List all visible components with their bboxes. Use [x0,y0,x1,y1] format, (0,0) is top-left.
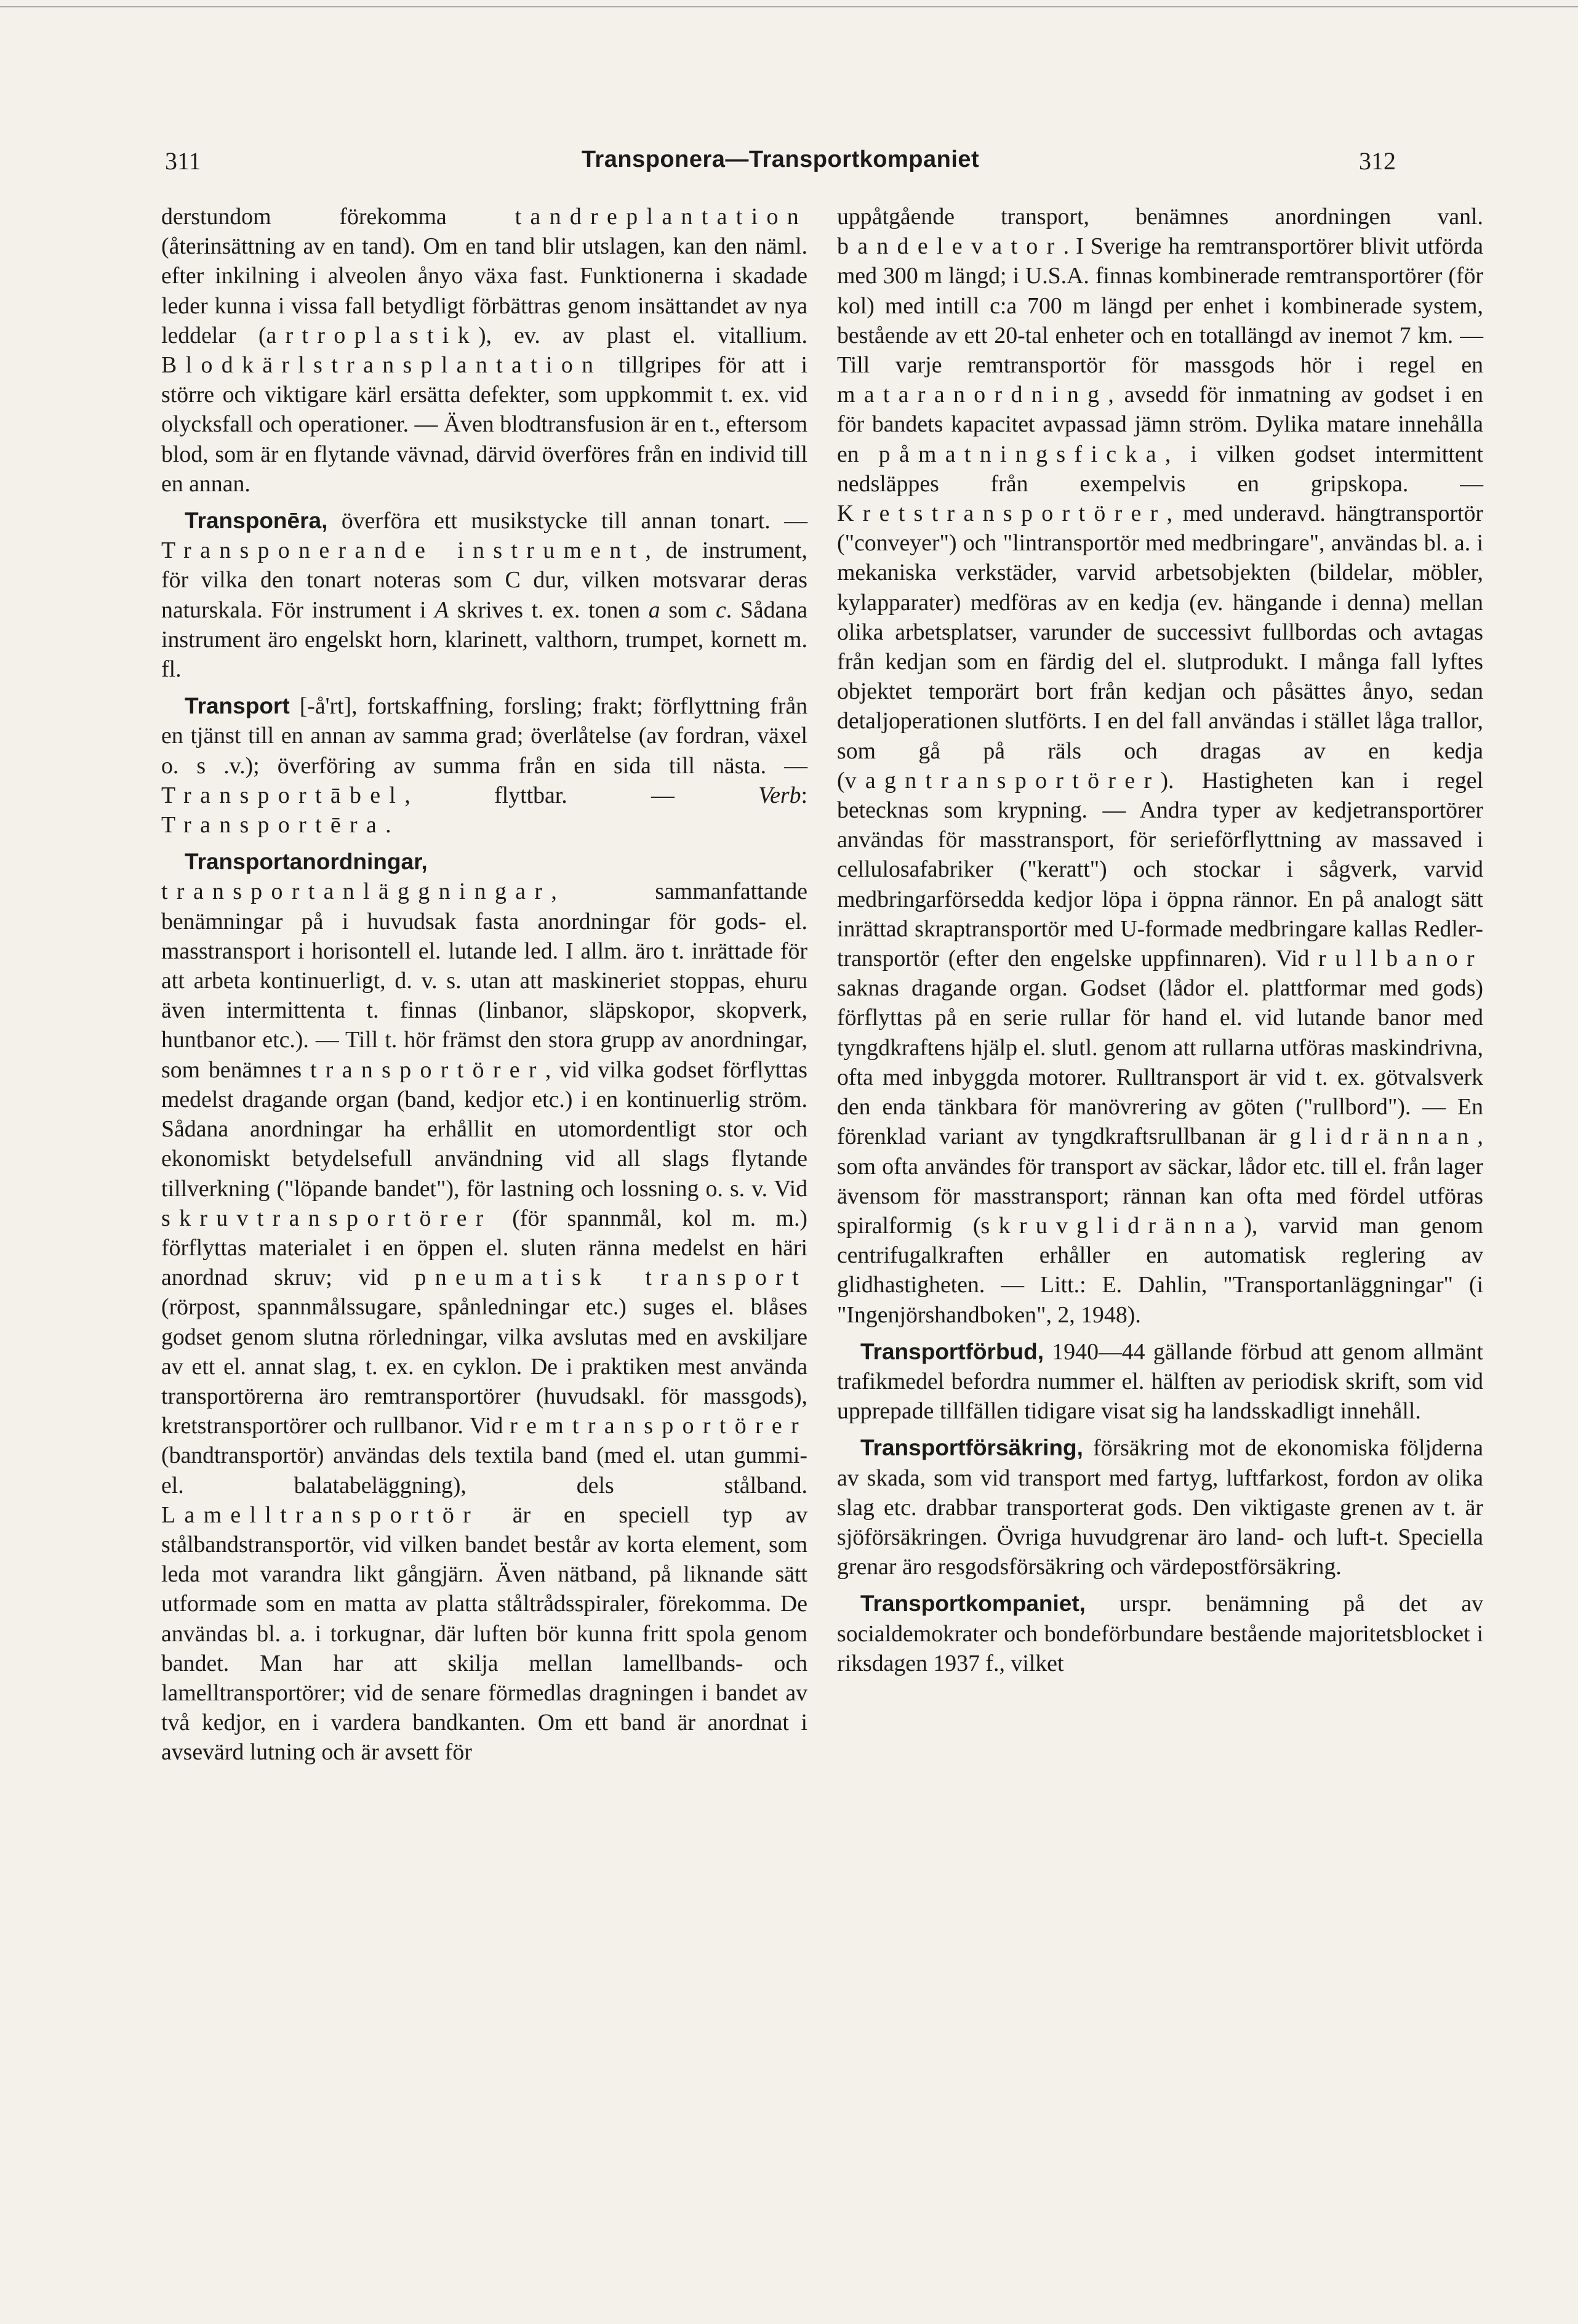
page-number-left: 311 [165,147,201,175]
headword: Transport [185,693,290,719]
entry-transportanordningar: Transportanordningar, transportanläggningar, sammanfattande benämningar på i huvudsak fasta anordningar för gods- el. masstransport i horisontell el. lutande led. I allm. äro t. inrättade för att arbeta kontinuerligt, d. v. s. utan att maskineriet stoppas, ehuru även intermittenta t. finnas (linbanor, släpskopor, skopverk, huntbanor etc.). — Till t. hör främst den stora grupp av anordningar, som benämnes transportörer, vid vilka godset förflyttas medelst dragande organ (band, kedjor etc.) i en kontinuerlig ström. Sådana anordningar ha erhållit en utomordentligt stor och ekonomiskt betydelsefull användning vid all slags flytande tillverkning ("löpande bandet"), för lastning och lossning o. s. v. Vid skruvtransportörer (för spannmål, kol m. m.) förflyttas materialet i en öppen el. sluten ränna medelst en häri anordnad skruv; vid pneumatisk transport (rörpost, spannmålssugare, spånledningar etc.) suges el. blåses godset genom slutna rörledningar, vilka avslutas med en avskiljare av ett el. annat slag, t. ex. en cyklon. De i praktiken mest använda transportörerna äro remtransportörer (huvudsakl. för massgods), kretstransportörer och rullbanor. Vid remtransportörer (bandtransportör) användas dels textila band (med el. utan gummi- el. balatabeläggning), dels stålband. Lamelltransportör är en speciell typ av stålbandstransportör, vid vilken bandet består av korta element, som leda mot varandra likt gångjärn. Även nätband, på liknande sätt utformade som en matta av platta ståltrådsspiraler, förekomma. De användas bl. a. i torkugnar, där luften bör kunna fritt spola genom bandet. Man har att skilja mellan lamellbands- och lamelltransportörer; vid de senare förmedlas dragningen i bandet av två kedjor, en i vardera bandkanten. Om ett band är anordnat i avsevärd lutning och är avsett för [161,849,807,1766]
headword: Transportanordningar, [185,849,428,875]
page-number-right: 312 [1359,147,1396,175]
entry-transportforsakring: Transportförsäkring, försäkring mot de ekonomiska följderna av skada, som vid transport med fartyg, luftfarkost, fordon av olika slag etc. drabbar transporterat gods. Den viktigaste grenen av t. är sjöförsäkringen. Övriga huvudgrenar äro land- och luft-t. Speciella grenar äro resgodsförsäkring och värdepostförsäkring. [837,1435,1483,1580]
right-column [837,202,1483,1678]
scan-edge-line [0,6,1578,7]
headword: Transponēra, [185,508,328,534]
entry-transport: Transport [-å'rt], fortskaffning, forsling; frakt; förflyttning från en tjänst till en annan av samma grad; överlåtelse (av fordran, växel o. s .v.); överföring av summa från en sida till nästa. — Transportābel, flyttbar. — Verb: Transportēra. [161,693,807,838]
headword: Transportförbud, [860,1338,1044,1364]
running-head: Transponera—Transportkompaniet [581,147,980,172]
entry-transponera: Transponēra, överföra ett musikstycke till annan tonart. — Transponerande instrument, de instrument, för vilka den tonart noteras som C dur, vilken motsvarar deras naturskala. För instrument i A skrives t. ex. tonen a som c. Sådana instrument äro engelskt horn, klarinett, valthorn, trumpet, kornett m. fl. [161,508,808,683]
entry-transportforbud: Transportförbud, 1940—44 gällande förbud att genom allmänt trafikmedel befordra nummer el. hälften av periodisk skrift, som vid upprepade tillfällen tidigare visat sig ha landsskadligt innehåll. [837,1338,1483,1425]
entry-transportkompaniet: Transportkompaniet, urspr. benämning på det av socialdemokrater och bondeförbundare bestående majoritetsblocket i riksdagen 1937 f., vilket [837,1591,1483,1676]
entry-continuation-transportanordningar: uppåtgående transport, benämnes anordningen vanl. bandelevator. I Sverige ha remtransportörer blivit utförda med 300 m längd; i U.S.A. finnas kombinerade remtransportörer (för kol) med intill c:a 700 m längd per enhet i kombinerade system, bestående av ett 20-tal enheter och en totallängd av inemot 7 km. — Till varje remtransportör för massgods hör i regel en mataranordning, avsedd för inmatning av godset i en för bandets kapacitet avpassad jämn ström. Dylika matare innehålla en påmatningsficka, i vilken godset intermittent nedsläppes från exempelvis en gripskopa. — Kretstransportörer, med underavd. hängtransportör ("conveyer") och "lintransportör med medbringare", användas bl. a. i mekaniska verkstäder, varvid arbetsobjekten (bildelar, möbler, kylapparater) medföras av en kedja (ev. hängande i denna) mellan olika arbetsplatser, varunder de successivt fullbordas och avtagas från kedjan som en färdig del el. slutprodukt. I många fall lyftes objektet temporärt bort från kedjan och påsättes ånyo, sedan detaljoperationen slutförts. I en del fall användas i stället låga trallor, som gå på räls och dragas av en kedja (vagntransportörer). Hastigheten kan i regel betecknas som krypning. — Andra typer av kedjetransportörer användas för masstransport, för serieförflyttning av massaved i cellulosafabriker ("keratt") och stockar i sågverk, varvid medbringarförsedda kedjor löpa i öppna rännor. En på analogt sätt inrättad skraptransportör med U-formade medbringare kallas Redler-transportör (efter den engelske uppfinnaren). Vid rullbanor saknas dragande organ. Godset (lådor el. plattformar med gods) förflyttas på en serie rullar för hand el. vid lutande banor med tyngdkraftens hjälp el. slutl. genom att rullarna utföras maskindrivna, ofta med inbyggda motorer. Rulltransport är vid t. ex. götvalsverk den enda tänkbara för manövrering av göten ("rullbord"). — En förenklad variant av tyngdkraftsrullbanan är glidrännan, som ofta användes för transport av säckar, lådor etc. till el. från lager ävensom för masstransport; rännan kan ofta med fördel utföras spiralformig (skruvglidränna), varvid man genom centrifugalkraften erhåller en automatisk reglering av glidhastigheten. — Litt.: E. Dahlin, "Transportanläggningar" (i "Ingenjörshandboken", 2, 1948). [837,204,1484,1328]
headword: Transportkompaniet, [860,1591,1086,1617]
left-column [161,202,807,1767]
entry-continuation-transplantation: derstundom förekomma tandreplantation (återinsättning av en tand). Om en tand blir utslagen, kan den näml. efter inkilning i alveolen ånyo växa fast. Funktionerna i skadade leder kunna i vissa fall betydligt förbättras genom insättandet av nya leddelar (artroplastik), ev. av plast el. vitallium. Blodkärlstransplantation tillgripes för att i större och viktigare kärl ersätta defekter, som uppkommit t. ex. vid olycksfall och operationer. — Även blodtransfusion är en t., eftersom blod, som är en flytande vävnad, därvid överföres från en individ till en annan. [161,204,808,497]
page-header [165,147,1396,183]
headword: Transportförsäkring, [860,1435,1083,1461]
